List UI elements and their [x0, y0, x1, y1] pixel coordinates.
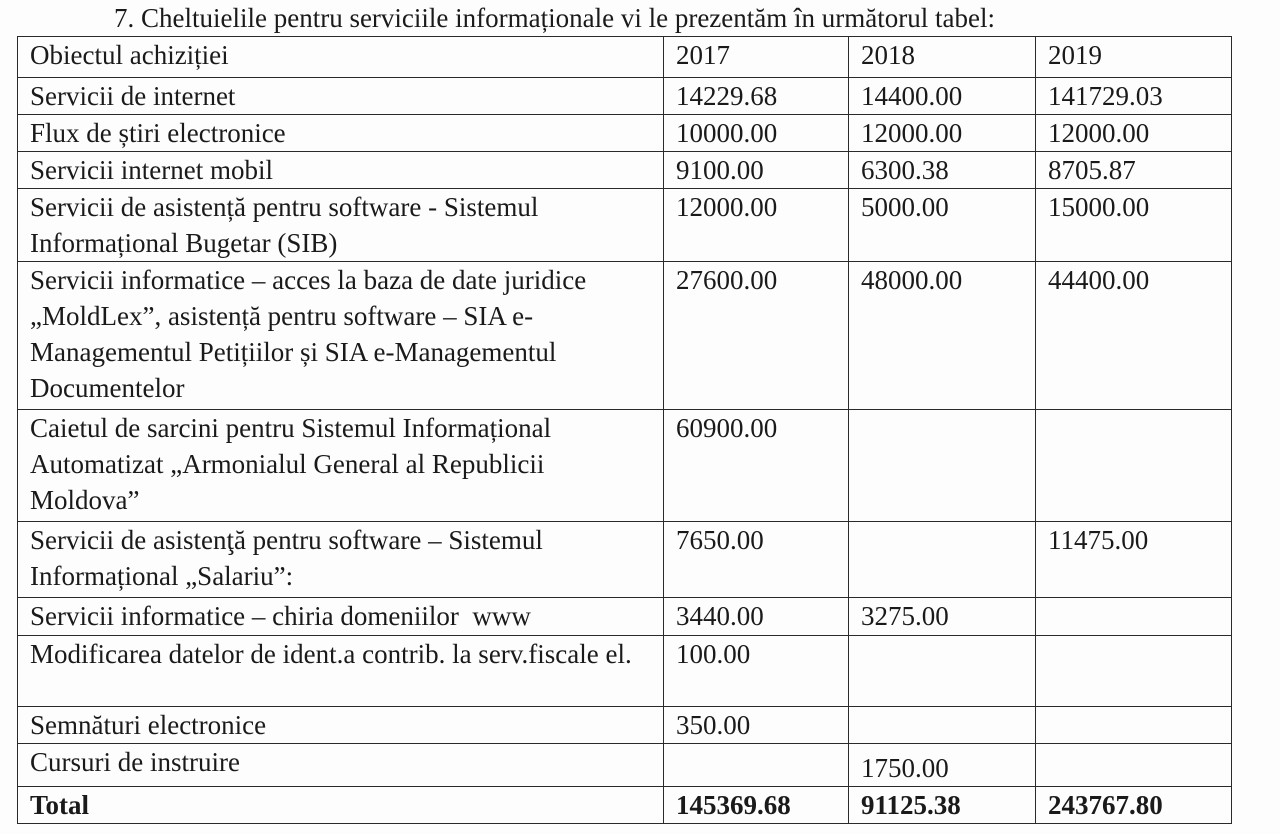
header-object: Obiectul achiziției	[18, 37, 664, 78]
table-row	[18, 410, 1232, 522]
value-2017: 9100.00	[664, 152, 849, 189]
table-row	[18, 707, 1232, 744]
table-row	[18, 262, 1232, 410]
row-label: Servicii de asistenţă pentru software – Sistemul Informațional „Salariu”:	[18, 522, 664, 598]
total-2018: 91125.38	[849, 787, 1036, 824]
value-2019: 8705.87	[1036, 152, 1232, 189]
value-2019: 141729.03	[1036, 78, 1232, 115]
value-2018: 6300.38	[849, 152, 1036, 189]
value-2017: 7650.00	[664, 522, 849, 598]
row-label: Semnături electronice	[18, 707, 664, 744]
value-2018: 48000.00	[849, 262, 1036, 410]
table-row	[18, 598, 1232, 636]
value-2019: 44400.00	[1036, 262, 1232, 410]
value-2019: 11475.00	[1036, 522, 1232, 598]
value-2018	[849, 636, 1036, 707]
table-row	[18, 115, 1232, 152]
value-2017: 10000.00	[664, 115, 849, 152]
row-label: Cursuri de instruire	[18, 744, 664, 787]
value-2019	[1036, 744, 1232, 787]
value-2018: 1750.00	[849, 744, 1036, 787]
table-row	[18, 78, 1232, 115]
row-label: Flux de știri electronice	[18, 115, 664, 152]
value-2019	[1036, 707, 1232, 744]
value-2018: 14400.00	[849, 78, 1036, 115]
value-2017: 100.00	[664, 636, 849, 707]
value-2019	[1036, 410, 1232, 522]
row-label: Servicii internet mobil	[18, 152, 664, 189]
header-2017: 2017	[664, 37, 849, 78]
value-2019: 15000.00	[1036, 189, 1232, 262]
value-2019	[1036, 598, 1232, 636]
total-2017: 145369.68	[664, 787, 849, 824]
row-label: Servicii de internet	[18, 78, 664, 115]
total-row	[18, 787, 1232, 824]
value-2019: 12000.00	[1036, 115, 1232, 152]
row-label: Servicii informatice – chiria domeniilor www	[18, 598, 664, 636]
value-2017: 60900.00	[664, 410, 849, 522]
value-2018	[849, 707, 1036, 744]
header-2018: 2018	[849, 37, 1036, 78]
value-2018	[849, 522, 1036, 598]
intro-paragraph: 7. Cheltuielile pentru serviciile informaționale vi le prezentăm în următorul tabel:	[114, 3, 995, 33]
row-label: Caietul de sarcini pentru Sistemul Informațional Automatizat „Armonialul General al Republicii Moldova”	[18, 410, 664, 522]
value-2018: 12000.00	[849, 115, 1036, 152]
total-label: Total	[18, 787, 664, 824]
value-2017	[664, 744, 849, 787]
table-row	[18, 744, 1232, 787]
value-2018: 3275.00	[849, 598, 1036, 636]
value-2017: 3440.00	[664, 598, 849, 636]
total-2019: 243767.80	[1036, 787, 1232, 824]
expenses-table	[17, 36, 1232, 824]
table-row	[18, 152, 1232, 189]
value-2017: 27600.00	[664, 262, 849, 410]
row-label: Servicii informatice – acces la baza de date juridice „MoldLex”, asistență pentru software – SIA e-Managementul Petițiilor și SIA e-Managementul Documentelor	[18, 262, 664, 410]
header-2019: 2019	[1036, 37, 1232, 78]
table-row	[18, 522, 1232, 598]
value-2017: 12000.00	[664, 189, 849, 262]
table-header-row	[18, 37, 1232, 78]
table-row	[18, 189, 1232, 262]
value-2017: 350.00	[664, 707, 849, 744]
value-2018: 5000.00	[849, 189, 1036, 262]
table-row	[18, 636, 1232, 707]
row-label: Modificarea datelor de ident.a contrib. la serv.fiscale el.	[18, 636, 664, 707]
row-label: Servicii de asistență pentru software - Sistemul Informațional Bugetar (SIB)	[18, 189, 664, 262]
value-2017: 14229.68	[664, 78, 849, 115]
value-2018	[849, 410, 1036, 522]
value-2019	[1036, 636, 1232, 707]
